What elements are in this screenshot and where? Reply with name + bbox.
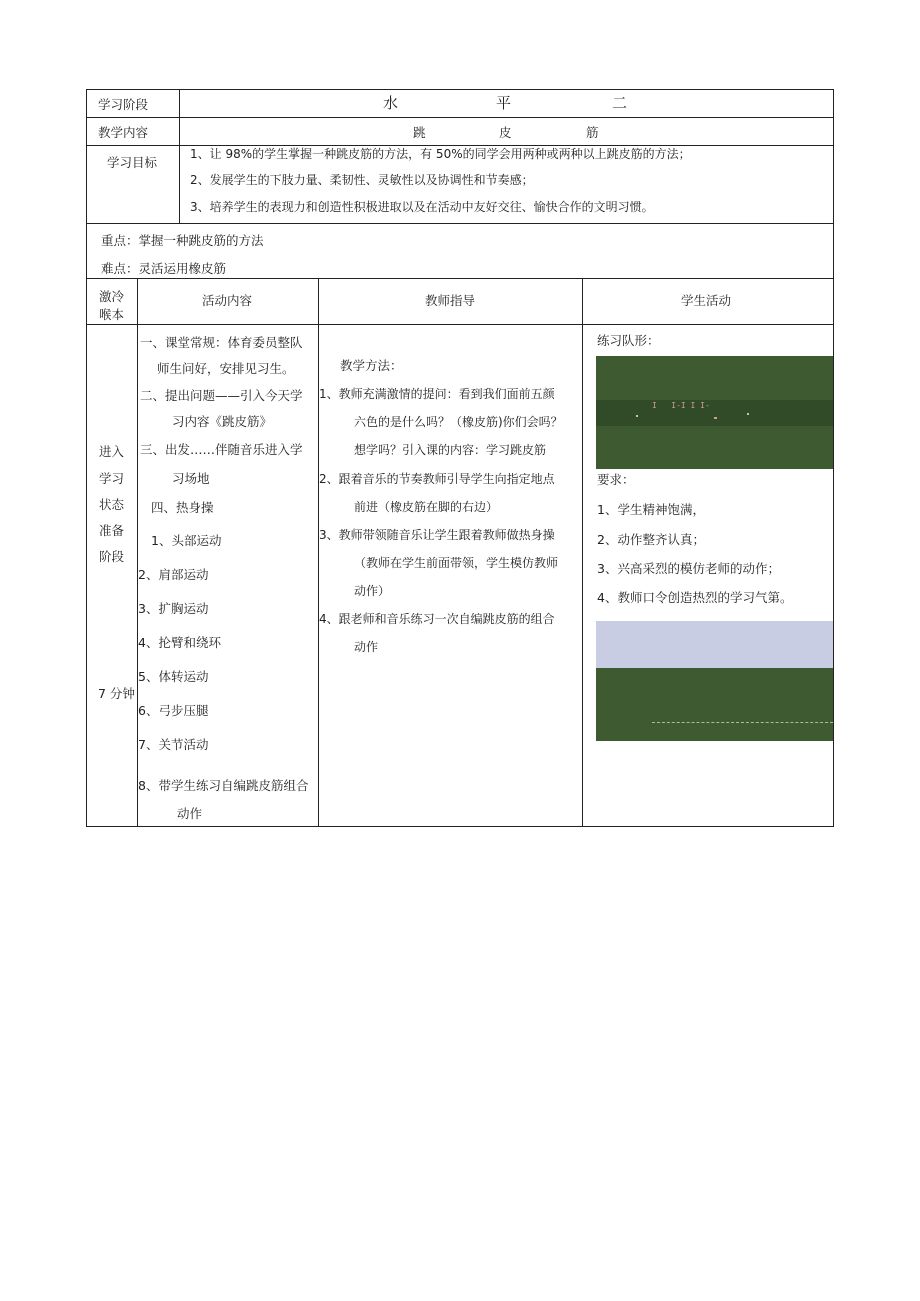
- activity-col-header: 活动内容: [202, 293, 253, 308]
- stage-line: 阶段: [99, 549, 125, 564]
- activity-line: 一、课堂常规：体育委员整队: [140, 335, 303, 350]
- teacher-line: 想学吗？引入课的内容：学习跳皮筋: [354, 443, 547, 457]
- col-divider: [582, 278, 583, 826]
- table-border-top: [86, 89, 834, 90]
- teacher-line: 动作）: [354, 584, 391, 598]
- activity-line: 习内容《跳皮筋》: [172, 414, 273, 429]
- requirement-item: 1、学生精神饱满，: [597, 502, 705, 517]
- requirement-item: 2、动作整齐认真；: [597, 532, 705, 547]
- formation-dot: [747, 413, 749, 415]
- table-border-left: [86, 89, 87, 827]
- stage-value-char: 平: [496, 94, 512, 112]
- activity-line: 4、抡臂和绕环: [138, 635, 221, 650]
- formation-dot: [636, 415, 638, 417]
- student-col-header: 学生活动: [681, 293, 732, 308]
- goal-item: 1、让 98%的学生掌握一种跳皮筋的方法，有 50%的同学会用两种或两种以上跳皮筋的方法；: [190, 147, 691, 161]
- goal-item: 2、发展学生的下肢力量、柔韧性、灵敏性以及协调性和节奏感；: [190, 173, 534, 187]
- teacher-line: 4、跟老师和音乐练习一次自编跳皮筋的组合: [319, 612, 555, 626]
- content-value-char: 筋: [586, 125, 599, 140]
- requirement-label: 要求：: [597, 472, 635, 487]
- formation-dot: [714, 417, 717, 419]
- col-divider: [179, 89, 180, 223]
- activity-line: 二、提出问题——引入今天学: [140, 388, 303, 403]
- activity-line: 动作: [177, 806, 203, 821]
- stage-line: 状态: [99, 497, 125, 512]
- stage-line: 学习: [99, 471, 125, 486]
- formation-marks: I I-I I I-: [652, 401, 710, 410]
- formation-label: 练习队形：: [597, 333, 660, 348]
- sky-area: [596, 621, 833, 668]
- stage-line: 准备: [99, 523, 125, 538]
- activity-line: 1、头部运动: [151, 533, 222, 548]
- stage-col-header-line: 喉本: [99, 307, 125, 322]
- activity-line: 7、关节活动: [138, 737, 209, 752]
- teacher-line: （教师在学生前面带领，学生模仿教师: [354, 556, 559, 570]
- field-photo: [596, 621, 833, 741]
- formation-field-image: [596, 356, 833, 469]
- teacher-line: 教学方法：: [340, 358, 403, 373]
- field-band: [596, 400, 833, 426]
- requirement-item: 3、兴高采烈的模仿老师的动作；: [597, 561, 780, 576]
- teacher-col-header: 教师指导: [425, 293, 476, 308]
- key-point: 重点：掌握一种跳皮筋的方法: [101, 233, 264, 248]
- teacher-line: 3、教师带领随音乐让学生跟着教师做热身操: [319, 528, 555, 542]
- stage-value-char: 水: [383, 94, 399, 112]
- activity-line: 3、扩胸运动: [138, 601, 209, 616]
- stage-line: 进入: [99, 444, 125, 459]
- row-divider: [86, 324, 834, 325]
- activity-line: 习场地: [172, 471, 210, 486]
- difficulty: 难点：灵活运用橡皮筋: [101, 261, 227, 276]
- row-divider: [86, 278, 834, 279]
- goal-label: 学习目标: [107, 155, 158, 170]
- goal-item: 3、培养学生的表现力和创造性积极进取以及在活动中友好交往、愉快合作的文明习惯。: [190, 200, 654, 214]
- content-label: 教学内容: [98, 125, 149, 140]
- teacher-line: 动作: [354, 640, 379, 654]
- activity-line: 师生问好，安排见习生。: [157, 361, 295, 376]
- activity-line: 5、体转运动: [138, 669, 209, 684]
- teacher-line: 2、跟着音乐的节奏教师引导学生向指定地点: [319, 472, 555, 486]
- teacher-line: 六色的是什么吗？（橡皮筋)你们会吗？: [354, 415, 563, 429]
- content-value-char: 皮: [499, 125, 512, 140]
- table-border-bottom: [86, 826, 834, 827]
- activity-line: 2、肩部运动: [138, 567, 209, 582]
- stage-value-char: 二: [612, 94, 628, 112]
- teacher-line: 前进（橡皮筋在脚的右边）: [354, 500, 499, 514]
- requirement-item: 4、教师口令创造热烈的学习气第。: [597, 590, 793, 605]
- table-border-right: [833, 89, 834, 827]
- stage-label: 学习阶段: [98, 97, 149, 112]
- stage-col-header-line: 激冷: [99, 289, 125, 304]
- stage-time: 7 分钟: [98, 686, 135, 701]
- activity-line: 6、弓步压腿: [138, 703, 209, 718]
- activity-line: 三、出发……伴随音乐进入学: [140, 442, 303, 457]
- row-divider: [86, 117, 834, 118]
- activity-line: 8、带学生练习自编跳皮筋组合: [138, 778, 309, 793]
- field-boundary-line: [652, 722, 833, 723]
- activity-line: 四、热身操: [151, 500, 214, 515]
- teacher-line: 1、教师充满激情的提问：看到我们面前五颜: [319, 387, 555, 401]
- content-value-char: 跳: [413, 125, 426, 140]
- row-divider: [86, 223, 834, 224]
- col-divider: [318, 278, 319, 826]
